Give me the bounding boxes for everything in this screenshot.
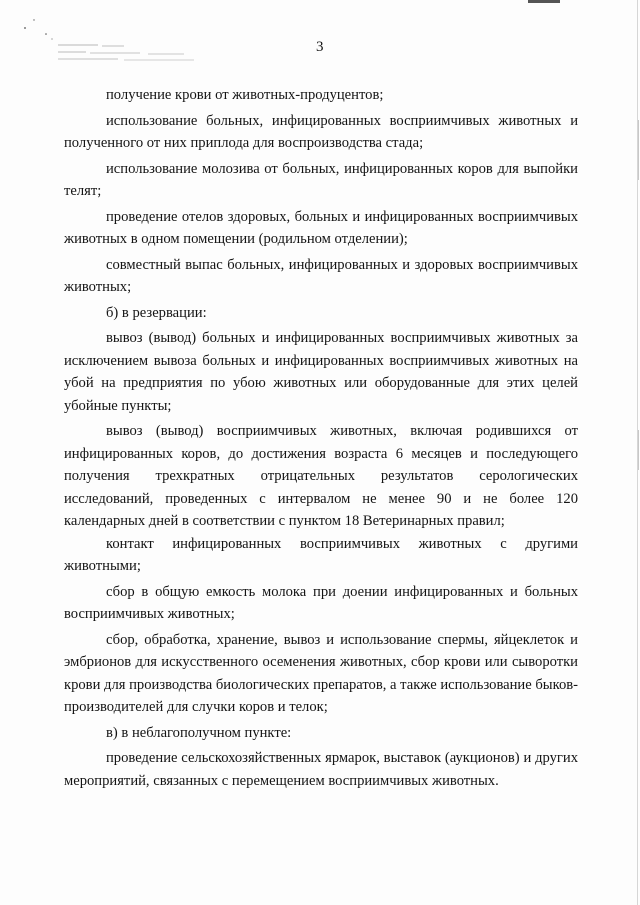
paragraph-joint-grazing: совместный выпас больных, инфицированных и здоровых восприимчивых животных;: [64, 256, 578, 295]
scan-faded-stamp: [58, 42, 208, 66]
paragraph-removal-sick-animals: вывоз (вывод) больных и инфицированных восприимчивых животных за исключением вывоза больных и инфицированных восприимчивых животных на убой на предприятия по убою животных или оборудованные для этих целей убойные пункты;: [64, 330, 578, 414]
scan-noise-dots: [22, 14, 62, 44]
page-number: 3: [316, 39, 324, 55]
paragraph-colostrum-use: использование молозива от больных, инфицированных коров для выпойки телят;: [64, 160, 578, 199]
scan-corner-mark: [528, 0, 560, 6]
paragraph-removal-susceptible-animals: вывоз (вывод) восприимчивых животных, включая родившихся от инфицированных коров, до достижения возраста 6 месяцев и последующего получения трехкратных отрицательных результатов серологических исследований, проведенных с интервалом не менее 90 и не более 120 календарных дней в соответствии с пунктом 18 Ветеринарных правил;: [64, 423, 578, 529]
document-body: [64, 84, 578, 792]
paragraph-blood-collection: получение крови от животных-продуцентов;: [106, 87, 384, 103]
paragraph-sperm-embryo-collection: сбор, обработка, хранение, вывоз и использование спермы, яйцеклеток и эмбрионов для искусственного осеменения животных, сбор крови или сыворотки крови для производства биологических препаратов, а также использование быков-производителей для случки коров и телок;: [64, 631, 578, 715]
section-heading-unfavorable-point: в) в неблагополучном пункте:: [106, 724, 292, 741]
paragraph-calving: проведение отелов здоровых, больных и инфицированных восприимчивых животных в одном помещении (родильном отделении);: [64, 208, 578, 247]
paragraph-use-for-reproduction: использование больных, инфицированных восприимчивых животных и полученного от них приплода для воспроизводства стада;: [64, 112, 578, 151]
paragraph-milk-collection: сбор в общую емкость молока при доении инфицированных и больных восприимчивых животных;: [64, 583, 578, 622]
paragraph-fairs-exhibitions: проведение сельскохозяйственных ярмарок, выставок (аукционов) и других мероприятий, связанных с перемещением восприимчивых животных.: [64, 750, 578, 789]
section-heading-reservation: б) в резервации:: [106, 304, 207, 321]
paragraph-animal-contact: контакт инфицированных восприимчивых животных с другими животными;: [64, 535, 578, 574]
scan-edge-shadow: [628, 0, 640, 905]
